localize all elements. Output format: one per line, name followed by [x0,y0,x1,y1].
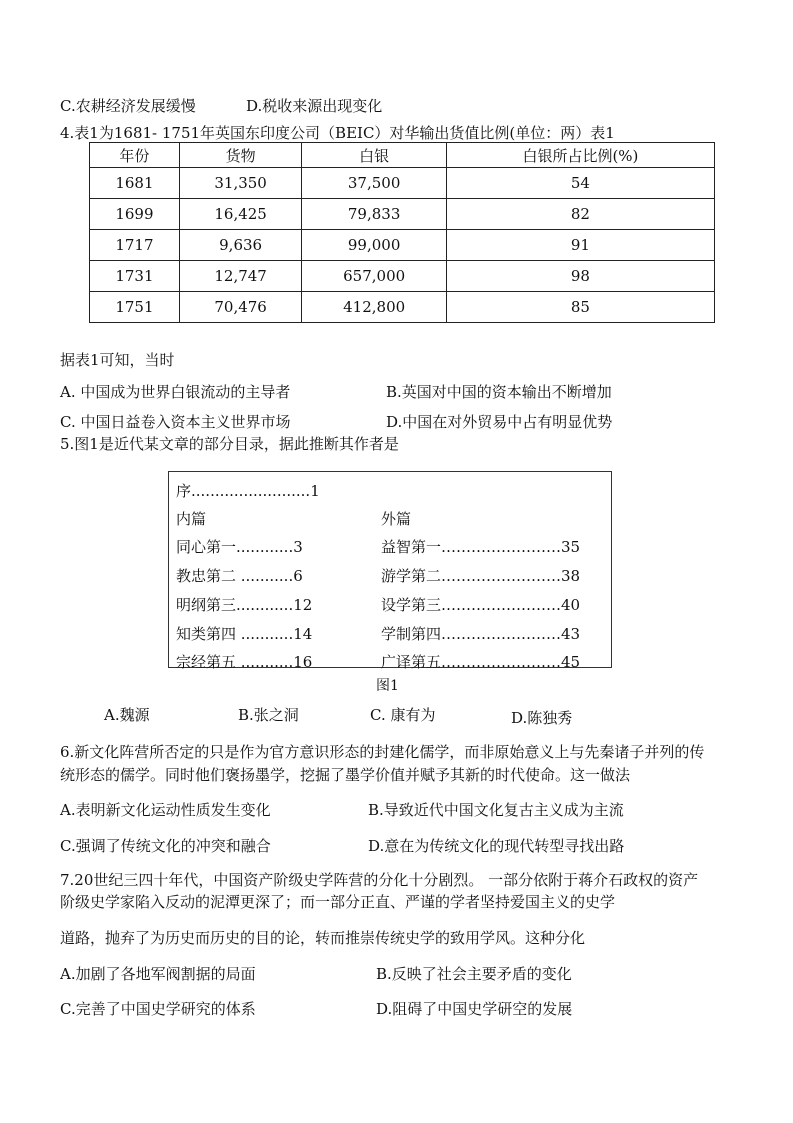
q6-option-d: D.意在为传统文化的现代转型寻找出路 [368,837,625,855]
export-table [89,142,715,323]
table-cell: 85 [446,292,714,323]
table-cell: 82 [446,199,714,230]
toc-inner-item: 宗经第五 ...........16 [176,653,313,671]
table-cell: 9,636 [179,230,302,261]
table-cell: 54 [446,168,714,199]
q4-stem: 4.表1为1681- 1751年英国东印度公司（BEIC）对华输出货值比例(单位：两）表1 [60,124,615,142]
table-cell: 79,833 [302,199,446,230]
toc-outer-item: 游学第二……………………38 [381,567,581,585]
table-cell: 1731 [90,261,180,292]
q4-option-a: A. 中国成为世界白银流动的主导者 [60,383,291,401]
table-cell: 1699 [90,199,180,230]
table-cell: 1751 [90,292,180,323]
toc-outer-item: 学制第四……………………43 [381,625,581,643]
table-cell: 31,350 [179,168,302,199]
table-cell: 99,000 [302,230,446,261]
q4-option-b: B.英国对中国的资本输出不断增加 [386,383,612,401]
table-header-cell: 白银所占比例(%) [446,143,714,168]
toc-inner-item: 同心第一............3 [176,538,303,556]
toc-outer-item: 设学第三……………………40 [381,596,581,614]
toc-inner-item: 知类第四 ...........14 [176,625,313,643]
table-header-cell: 年份 [90,143,180,168]
figure-caption: 图1 [376,678,399,694]
table-cell: 12,747 [179,261,302,292]
q6-option-c: C.强调了传统文化的冲突和融合 [60,837,271,855]
q3-option-d: D.税收来源出现变化 [246,97,383,115]
q7-stem-line-3: 道路，抛弃了为历史而历史的目的论，转而推崇传统史学的致用学风。这种分化 [60,929,586,947]
q5-option-b: B.张之洞 [238,706,299,724]
q5-option-c: C. 康有为 [370,706,436,724]
q7-option-d: D.阻碍了中国史学研空的发展 [376,1000,573,1018]
toc-inner-heading: 内篇 [176,510,207,528]
table-cell: 1717 [90,230,180,261]
table-row [90,261,715,292]
q7-option-a: A.加剧了各地军阀割据的局面 [60,965,256,983]
table-cell: 412,800 [302,292,446,323]
q7-stem-line-2: 阶级史学家陷入反动的泥潭更深了；而一部分正直、严谨的学者坚持爱国主义的史学 [60,893,616,911]
q5-option-d: D.陈独秀 [511,709,573,727]
table-row [90,199,715,230]
table-cell: 91 [446,230,714,261]
q6-stem-line-1: 6.新文化阵营所否定的只是作为官方意识形态的封建化儒学，而非原始意义上与先秦诸子并列的传 [60,743,705,761]
q4-option-c: C. 中国日益卷入资本主义世界市场 [60,413,291,431]
table-row [90,168,715,199]
toc-inner-item: 教忠第二 ...........6 [176,567,303,585]
q4-option-d: D.中国在对外贸易中占有明显优势 [386,413,613,431]
table-row [90,230,715,261]
table-row [90,292,715,323]
table-header-row [90,143,715,168]
toc-outer-item: 益智第一……………………35 [381,538,581,556]
toc-outer-heading: 外篇 [381,510,412,528]
table-header-cell: 货物 [179,143,302,168]
toc-inner-item: 明纲第三............12 [176,596,313,614]
table-of-contents-figure [168,471,612,671]
table-cell: 1681 [90,168,180,199]
q5-option-a: A.魏源 [104,706,150,724]
table-cell: 70,476 [179,292,302,323]
q7-option-c: C.完善了中国史学研究的体系 [60,1000,256,1018]
table-cell: 657,000 [302,261,446,292]
table-header-cell: 白银 [302,143,446,168]
q6-option-a: A.表明新文化运动性质发生变化 [60,801,271,819]
q7-option-b: B.反映了社会主要矛盾的变化 [376,965,572,983]
q4-lead: 据表1可知，当时 [60,351,175,369]
table-cell: 16,425 [179,199,302,230]
q6-option-b: B.导致近代中国文化复古主义成为主流 [368,801,624,819]
q5-stem: 5.图1是近代某文章的部分目录，据此推断其作者是 [60,435,399,453]
toc-preface: 序.........................1 [176,482,320,500]
q6-stem-line-2: 统形态的儒学。同时他们褒扬墨学，挖掘了墨学价值并赋予其新的时代使命。这一做法 [60,766,631,784]
toc-outer-item: 广译第五……………………45 [381,653,581,671]
table-cell: 37,500 [302,168,446,199]
q7-stem-line-1: 7.20世纪三四十年代，中国资产阶级史学阵营的分化十分剧烈。 一部分依附于蒋介石政权的资产 [60,871,699,889]
q3-option-c: C.农耕经济发展缓慢 [60,97,196,115]
table-cell: 98 [446,261,714,292]
